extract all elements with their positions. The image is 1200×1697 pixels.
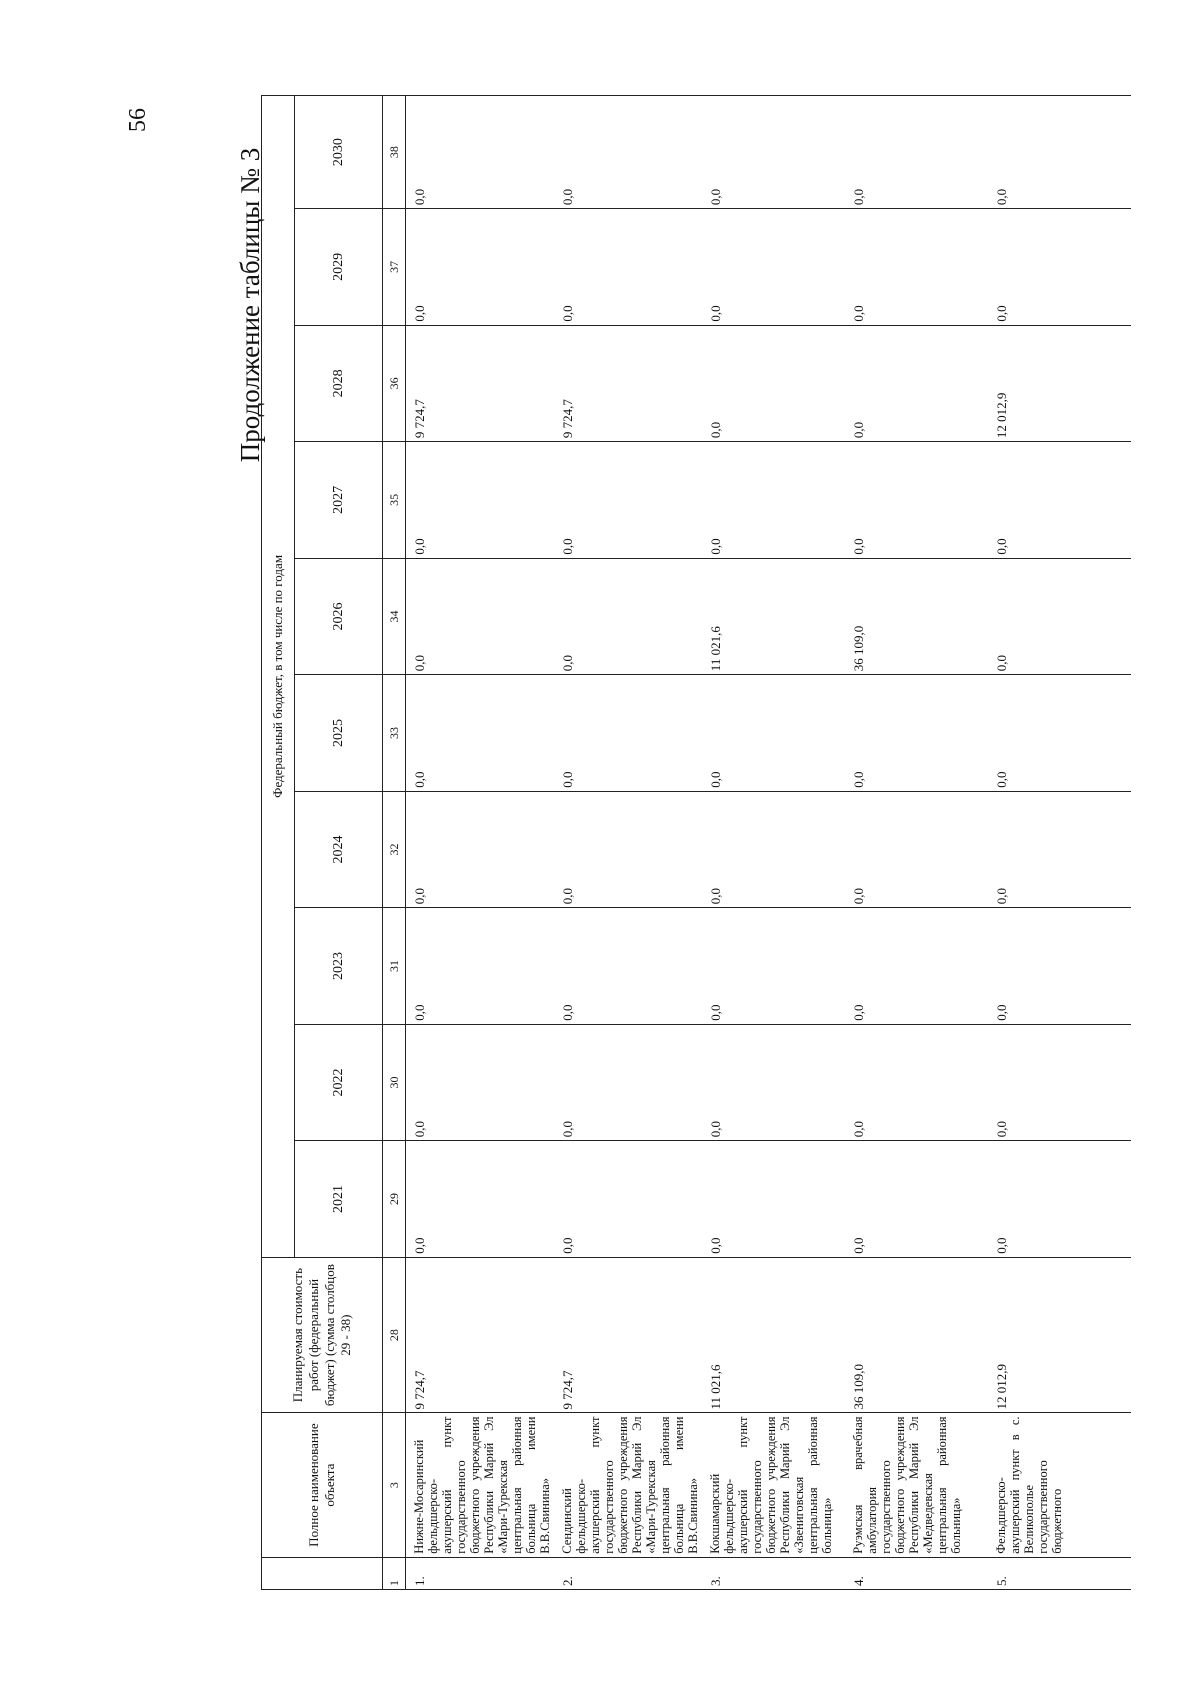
row-index: 5.	[988, 1557, 1131, 1589]
year-value: 0,0	[554, 442, 702, 559]
year-value: 0,0	[406, 675, 555, 792]
year-value: 12 012,9	[988, 325, 1131, 442]
planned-cost: 12 012,9	[988, 1257, 1131, 1413]
year-value: 0,0	[845, 675, 988, 792]
row-index: 4.	[845, 1557, 988, 1589]
table-row	[554, 96, 702, 1590]
year-value: 0,0	[988, 209, 1131, 326]
planned-cost: 9 724,7	[554, 1257, 702, 1413]
year-value: 36 109,0	[845, 558, 988, 675]
year-value: 0,0	[702, 1024, 845, 1141]
year-value: 0,0	[988, 442, 1131, 559]
header-year: 2027	[295, 442, 383, 559]
table-row	[988, 96, 1131, 1590]
year-value: 0,0	[988, 96, 1131, 209]
table-row	[702, 96, 845, 1590]
year-value: 0,0	[406, 791, 555, 908]
year-value: 0,0	[988, 791, 1131, 908]
header-federal-budget: Федеральный бюджет, в том числе по годам	[262, 96, 295, 1258]
header-index	[262, 1557, 383, 1589]
year-value: 0,0	[845, 1141, 988, 1258]
year-value: 0,0	[554, 558, 702, 675]
year-value: 0,0	[702, 325, 845, 442]
object-name: Кокшамарский фельдшерско-акушерский пункт государственного бюджетного учреждения Республики Марий Эл «Звениговская центральная районная больница»	[702, 1413, 845, 1557]
year-value: 0,0	[988, 675, 1131, 792]
year-value: 0,0	[702, 442, 845, 559]
column-number: 30	[383, 1024, 406, 1141]
header-year: 2026	[295, 558, 383, 675]
page-title: Продолжение таблицы № 3	[235, 147, 265, 463]
object-name: Нижне-Мосаринский фельдшерско-акушерский пункт государственного бюджетного учреждения Республики Марий Эл «Мари-Турекская центральная районная больница имени В.В.Свинина»	[406, 1413, 555, 1557]
column-number: 33	[383, 675, 406, 792]
year-value: 0,0	[554, 1024, 702, 1141]
year-value: 0,0	[702, 1141, 845, 1258]
column-number: 34	[383, 558, 406, 675]
budget-table	[261, 95, 1131, 1590]
year-value: 0,0	[554, 791, 702, 908]
row-index: 2.	[554, 1557, 702, 1589]
column-number: 3	[383, 1413, 406, 1557]
object-name: Фельдшерско-акушерский пункт в с. Великополье государственного бюджетного	[988, 1413, 1131, 1557]
planned-cost: 9 724,7	[406, 1257, 555, 1413]
header-year: 2028	[295, 325, 383, 442]
year-value: 0,0	[988, 1024, 1131, 1141]
header-year: 2029	[295, 209, 383, 326]
header-planned-cost: Планируемая стоимость работ (федеральный бюджет) (сумма столбцов 29 - 38)	[262, 1257, 383, 1413]
year-value: 0,0	[702, 96, 845, 209]
year-value: 0,0	[845, 908, 988, 1025]
object-name: Руэмская врачебная амбулатория государственного бюджетного учреждения Республики Марий Эл «Медведевская центральная районная больница»	[845, 1413, 988, 1557]
year-value: 0,0	[406, 442, 555, 559]
column-number: 28	[383, 1257, 406, 1413]
table-container	[261, 95, 1064, 1590]
year-value: 0,0	[845, 325, 988, 442]
row-index: 1.	[406, 1557, 555, 1589]
year-value: 0,0	[554, 209, 702, 326]
year-value: 0,0	[406, 209, 555, 326]
year-value: 0,0	[554, 1141, 702, 1258]
column-number-row	[383, 96, 406, 1590]
column-number: 1	[383, 1557, 406, 1589]
column-number: 36	[383, 325, 406, 442]
year-value: 0,0	[554, 908, 702, 1025]
table-row	[406, 96, 555, 1590]
column-number: 38	[383, 96, 406, 209]
year-value: 0,0	[702, 908, 845, 1025]
year-value: 9 724,7	[406, 325, 555, 442]
year-value: 0,0	[845, 791, 988, 908]
header-year: 2025	[295, 675, 383, 792]
row-index: 3.	[702, 1557, 845, 1589]
header-row	[262, 96, 295, 1590]
year-value: 0,0	[988, 558, 1131, 675]
column-number: 31	[383, 908, 406, 1025]
year-value: 0,0	[988, 1141, 1131, 1258]
year-value: 0,0	[845, 96, 988, 209]
column-number: 29	[383, 1141, 406, 1258]
year-value: 0,0	[406, 908, 555, 1025]
table-row	[845, 96, 988, 1590]
year-value: 0,0	[845, 442, 988, 559]
header-year: 2021	[295, 1141, 383, 1258]
year-value: 0,0	[406, 96, 555, 209]
header-year: 2023	[295, 908, 383, 1025]
year-value: 0,0	[406, 558, 555, 675]
year-value: 9 724,7	[554, 325, 702, 442]
year-value: 0,0	[554, 675, 702, 792]
year-value: 0,0	[845, 1024, 988, 1141]
planned-cost: 11 021,6	[702, 1257, 845, 1413]
planned-cost: 36 109,0	[845, 1257, 988, 1413]
year-value: 0,0	[702, 675, 845, 792]
page-number: 56	[125, 108, 151, 132]
year-value: 0,0	[702, 209, 845, 326]
column-number: 37	[383, 209, 406, 326]
header-year: 2030	[295, 96, 383, 209]
object-name: Сендинский фельдшерско-акушерский пункт государственного бюджетного учреждения Республики Марий Эл «Мари-Турекская центральная районная больница имени В.В.Свинина»	[554, 1413, 702, 1557]
year-value: 0,0	[406, 1141, 555, 1258]
header-object-name: Полное наименование объекта	[262, 1413, 383, 1557]
year-value: 0,0	[988, 908, 1131, 1025]
year-value: 11 021,6	[702, 558, 845, 675]
header-year: 2022	[295, 1024, 383, 1141]
year-value: 0,0	[406, 1024, 555, 1141]
column-number: 32	[383, 791, 406, 908]
column-number: 35	[383, 442, 406, 559]
year-value: 0,0	[702, 791, 845, 908]
header-year: 2024	[295, 791, 383, 908]
year-value: 0,0	[845, 209, 988, 326]
year-value: 0,0	[554, 96, 702, 209]
